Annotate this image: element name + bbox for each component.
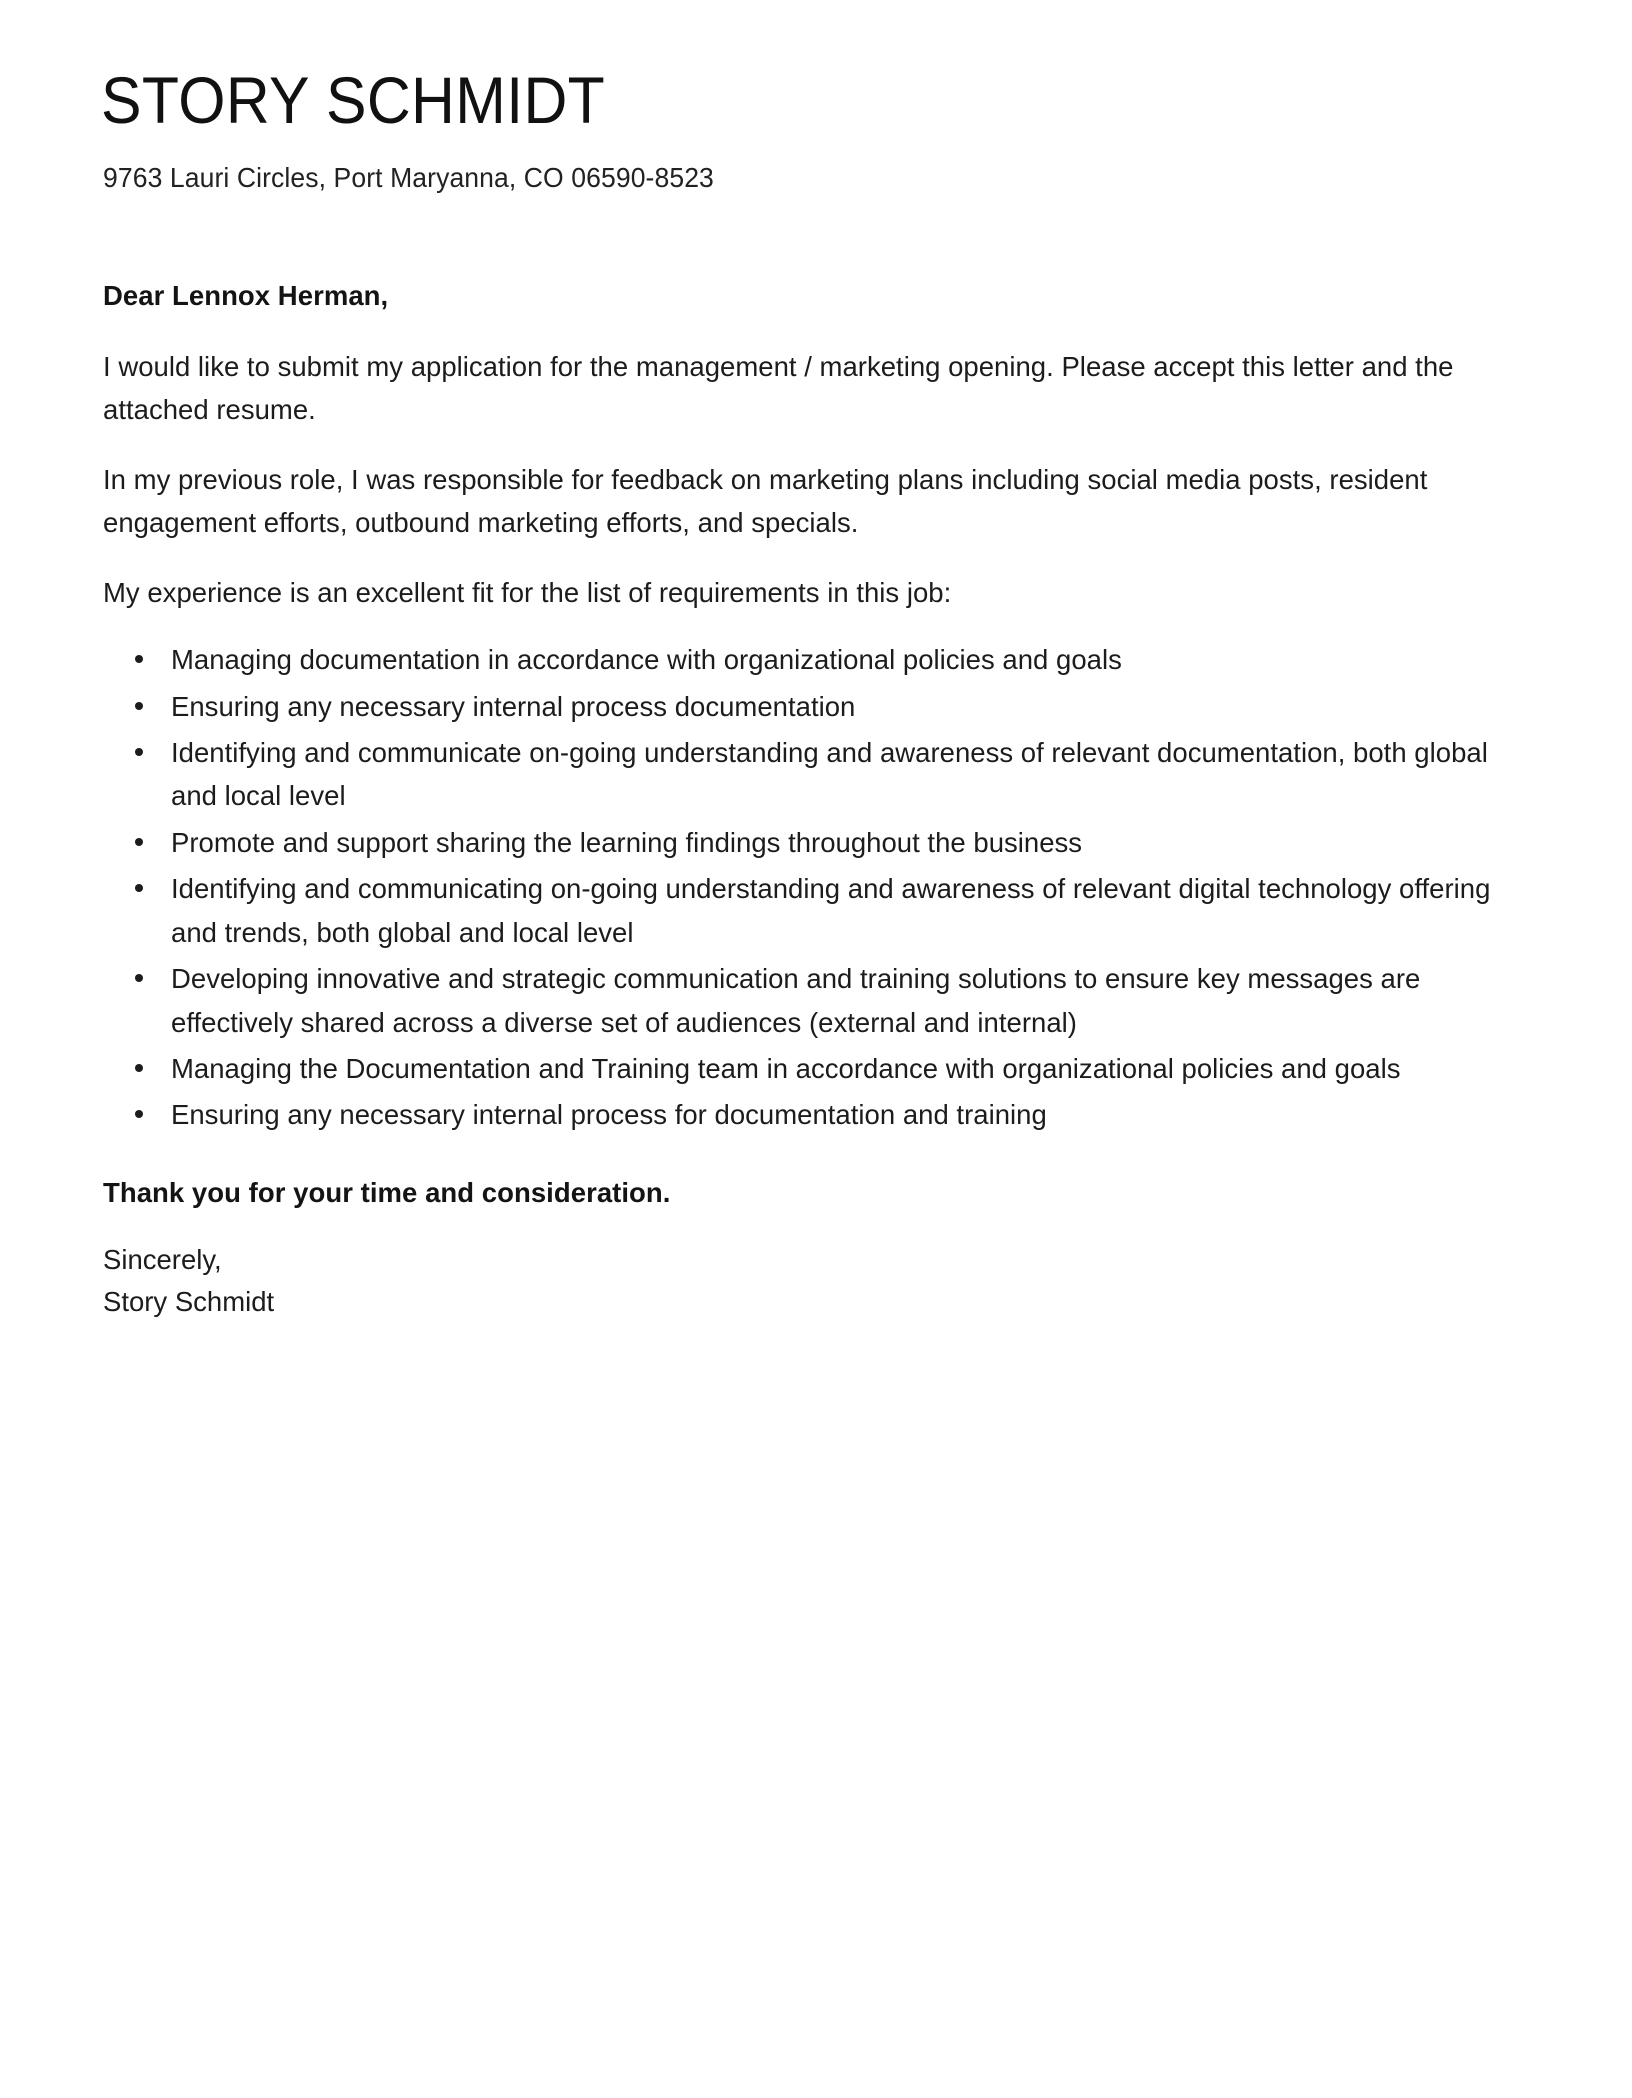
paragraph-intro: I would like to submit my application for the management / marketing opening. Please accept this letter and the attached resume. bbox=[103, 350, 1454, 426]
list-item: Ensuring any necessary internal process for documentation and training bbox=[133, 1093, 1520, 1136]
list-item: Identifying and communicate on-going understanding and awareness of relevant documentation, both global and local level bbox=[133, 731, 1520, 818]
salutation: Dear Lennox Herman, bbox=[103, 279, 389, 311]
page-title: STORY SCHMIDT bbox=[101, 63, 606, 137]
list-item: Ensuring any necessary internal process documentation bbox=[133, 685, 1520, 728]
paragraph-requirements-lead: My experience is an excellent fit for the list of requirements in this job: bbox=[103, 576, 952, 608]
list-item: Identifying and communicating on-going understanding and awareness of relevant digital technology offering and trends, both global and local level bbox=[133, 867, 1520, 954]
closing-thanks: Thank you for your time and consideration. bbox=[103, 1176, 671, 1208]
sender-address: 9763 Lauri Circles, Port Maryanna, CO 06590-8523 bbox=[103, 161, 714, 193]
signoff-name: Story Schmidt bbox=[103, 1285, 275, 1317]
list-item: Promote and support sharing the learning findings throughout the business bbox=[133, 821, 1520, 864]
signoff-closing: Sincerely, bbox=[103, 1243, 222, 1275]
list-item: Developing innovative and strategic communication and training solutions to ensure key messages are effectively shared across a diverse set of audiences (external and internal) bbox=[133, 957, 1520, 1044]
list-item: Managing the Documentation and Training team in accordance with organizational policies and goals bbox=[133, 1047, 1520, 1090]
requirements-list bbox=[103, 638, 1520, 1137]
letter-body bbox=[103, 280, 1520, 1323]
list-item: Managing documentation in accordance with organizational policies and goals bbox=[133, 638, 1520, 681]
paragraph-experience: In my previous role, I was responsible for feedback on marketing plans including social media posts, resident engagement efforts, outbound marketing efforts, and specials. bbox=[103, 463, 1428, 539]
signature-block bbox=[103, 1239, 1520, 1323]
